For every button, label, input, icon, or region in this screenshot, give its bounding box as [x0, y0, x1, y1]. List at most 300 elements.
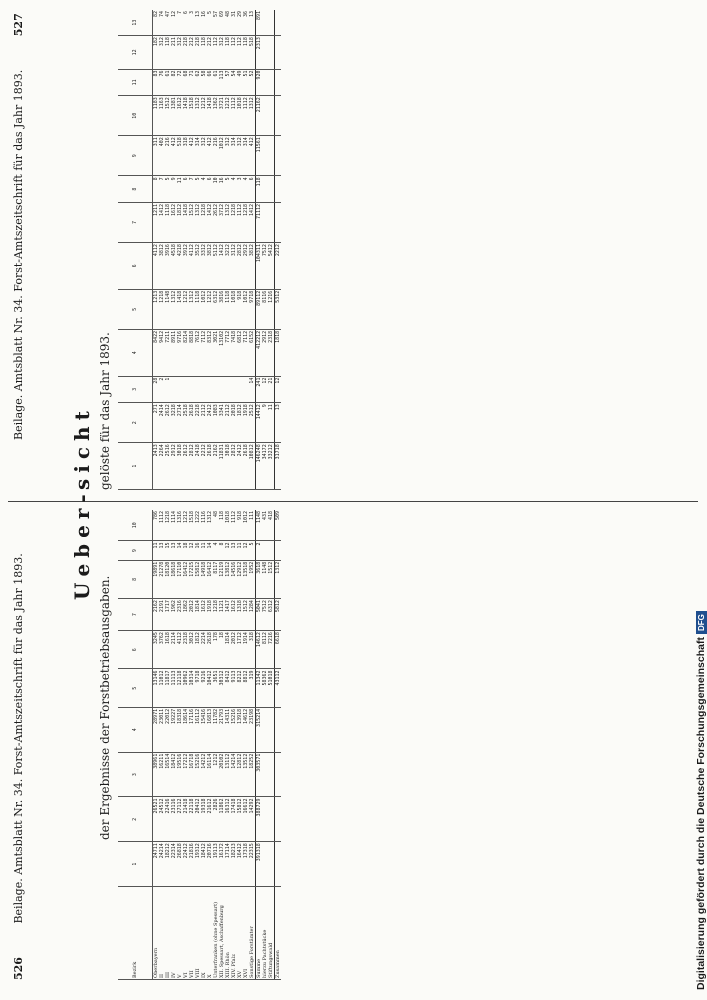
table-cell: 43112	[275, 669, 282, 707]
table-cell: 2114	[171, 631, 177, 669]
table-cell: 118	[219, 510, 225, 541]
table-cell: 2318	[183, 631, 189, 669]
table-cell: 1213	[153, 289, 160, 329]
right-data-table	[118, 10, 281, 490]
table-cell: 1518	[189, 510, 195, 541]
table-cell: 311	[153, 136, 160, 176]
table-cell: 48	[225, 10, 231, 36]
table-cell: 7211	[165, 329, 171, 376]
table-cell: 7418	[231, 329, 237, 376]
table-cell: 12	[262, 376, 268, 403]
table-cell: 2612	[183, 443, 189, 490]
table-cell: 10412	[207, 669, 213, 707]
table-cell: 1212	[225, 96, 231, 136]
table-cell: 1812	[195, 631, 201, 669]
table-cell: 1312	[207, 510, 213, 541]
table-cell: 13	[249, 10, 256, 36]
table-cell: 13146	[153, 669, 160, 707]
table-cell: 17215	[189, 560, 195, 598]
table-cell: 18120	[165, 560, 171, 598]
table-cell: 112	[213, 36, 219, 69]
table-cell: 2412	[207, 403, 213, 443]
table-cell: 1218	[165, 510, 171, 541]
table-cell: 3651	[213, 669, 219, 707]
table-cell: 18	[183, 541, 189, 560]
table-cell: 2826	[213, 797, 219, 842]
table-cell: 18412	[201, 842, 207, 887]
table-cell: 1862	[183, 599, 189, 631]
table-cell: 22412	[183, 842, 189, 887]
table-cell: 12	[275, 376, 282, 403]
table-cell: 1418	[183, 202, 189, 242]
table-cell: 509	[275, 510, 282, 541]
table-cell: 8312	[207, 329, 213, 376]
table-cell: 1518	[189, 96, 195, 136]
table-cell: 10	[213, 176, 219, 203]
table-cell: 16514	[165, 752, 171, 797]
table-cell: 16	[219, 176, 225, 203]
table-cell: 6	[207, 176, 213, 203]
table-cell: 34172	[262, 443, 268, 490]
table-cell: 54	[231, 69, 237, 96]
table-cell: 19113	[213, 842, 219, 887]
table-cell: 1083	[213, 403, 219, 443]
table-cell: 8818	[189, 329, 195, 376]
table-cell: 1148	[262, 560, 268, 598]
table-cell: 6152	[249, 329, 256, 376]
table-cell: 48	[213, 510, 219, 541]
table-cell: 1112	[243, 96, 249, 136]
table-cell: 8422	[153, 329, 160, 376]
table-cell: 1812	[177, 202, 183, 242]
table-cell: 5	[195, 176, 201, 203]
table-cell: 76	[159, 69, 165, 96]
table-cell: 28	[153, 376, 160, 403]
table-cell: 19516	[177, 752, 183, 797]
table-cell: 4112	[177, 631, 183, 669]
table-cell: 15216	[195, 752, 201, 797]
table-cell: 2612	[165, 403, 171, 443]
table-cell: 218	[195, 36, 201, 69]
table-cell: 2618	[207, 443, 213, 490]
table-cell: 11342	[256, 669, 263, 707]
table-cell: 7712	[225, 329, 231, 376]
table-cell: 10314	[189, 669, 195, 707]
col-head: 13	[118, 10, 153, 36]
table-cell: 12	[171, 10, 177, 36]
table-cell: 29	[237, 10, 243, 36]
table-cell: 2512	[249, 403, 256, 443]
table-cell: 14214	[231, 752, 237, 797]
table-cell: 1812	[237, 403, 243, 443]
table-cell: 18412	[171, 752, 177, 797]
table-cell: 20412	[195, 797, 201, 842]
table-cell: 1512	[189, 202, 195, 242]
table-cell: 1118	[195, 289, 201, 329]
table-cell: 66	[207, 69, 213, 96]
table-cell: 1218	[243, 202, 249, 242]
table-cell: 2618	[189, 403, 195, 443]
table-cell: 1318	[237, 599, 243, 631]
table-cell: 1612	[201, 599, 207, 631]
right-title: sicht	[70, 405, 94, 490]
table-cell: 1412	[207, 202, 213, 242]
table-cell: 5	[225, 176, 231, 203]
table-cell: 7	[189, 176, 195, 203]
table-cell: 74	[159, 10, 165, 36]
table-cell: 2618	[207, 631, 213, 669]
table-cell: 2618	[243, 443, 249, 490]
row-label: III	[165, 887, 171, 980]
table-cell: 2313	[256, 36, 263, 69]
row-label: IV	[171, 887, 177, 980]
table-cell: 52	[249, 69, 256, 96]
table-cell: 2316	[177, 599, 183, 631]
table-cell: 16412	[183, 560, 189, 598]
table-cell: 388729	[256, 797, 263, 842]
table-cell: 68	[183, 69, 189, 96]
table-cell: 1417	[225, 599, 231, 631]
table-cell: 18212	[165, 842, 171, 887]
table-cell: 1312	[249, 96, 256, 136]
table-cell: 2414	[159, 403, 165, 443]
table-cell: 2418	[195, 443, 201, 490]
table-cell: 62	[195, 69, 201, 96]
table-cell: 1512	[268, 560, 275, 598]
table-cell: 57	[225, 69, 231, 96]
table-cell: 6312	[213, 289, 219, 329]
table-cell: 3916	[165, 243, 171, 290]
table-cell: 51	[243, 69, 249, 96]
table-cell: 9718	[249, 289, 256, 329]
row-label: VIII	[195, 887, 201, 980]
table-cell: 5312	[275, 289, 282, 329]
table-cell: 7612	[195, 329, 201, 376]
table-cell: 1512	[165, 96, 171, 136]
table-cell: 7512	[262, 243, 268, 290]
table-cell: 212	[189, 36, 195, 69]
table-cell: 82	[171, 69, 177, 96]
left-page-header	[12, 553, 25, 980]
table-cell: 21612	[207, 797, 213, 842]
row-label: Sonstige Forstämter	[249, 887, 256, 980]
table-cell: 178	[213, 631, 219, 669]
table-cell: 118	[243, 36, 249, 69]
row-label: Summe	[256, 887, 263, 980]
table-cell: 212	[207, 36, 213, 69]
table-cell: 11561	[256, 136, 263, 176]
table-cell: 4	[213, 541, 219, 560]
table-cell: 1211	[153, 202, 160, 242]
table-cell: 2412	[237, 443, 243, 490]
table-cell: 20716	[207, 842, 213, 887]
table-cell: 12	[189, 541, 195, 560]
table-cell: 2012	[231, 631, 237, 669]
table-cell: 104311	[256, 243, 263, 290]
table-cell: 22118	[189, 797, 195, 842]
table-cell: 21816	[189, 842, 195, 887]
table-cell: 3816	[219, 289, 225, 329]
table-cell: 28971	[153, 707, 160, 752]
table-cell: 14918	[201, 560, 207, 598]
table-cell: 13812	[225, 560, 231, 598]
table-cell: 16813	[207, 707, 213, 752]
table-cell: 24711	[153, 842, 160, 887]
table-cell: 1216	[268, 289, 275, 329]
left-table-header-row	[118, 510, 153, 980]
table-cell: 17318	[243, 842, 249, 887]
table-cell: 312	[225, 136, 231, 176]
table-cell: 2318	[268, 329, 275, 376]
col-head: 3	[118, 376, 153, 403]
table-cell: 24214	[159, 842, 165, 887]
table-cell: 22314	[171, 842, 177, 887]
table-cell: 33212	[268, 443, 275, 490]
table-cell	[275, 752, 282, 797]
table-cell	[275, 136, 282, 176]
left-page-number: 526	[12, 957, 25, 980]
left-title: Ueber-	[70, 488, 94, 600]
table-cell: 1018	[231, 289, 237, 329]
table-cell: 1163	[159, 96, 165, 136]
table-cell: 3	[189, 10, 195, 36]
table-cell: 1312	[275, 560, 282, 598]
table-cell: 412212	[256, 329, 263, 376]
table-cell: 216	[213, 136, 219, 176]
table-cell: 2516	[165, 443, 171, 490]
table-cell: 1112	[159, 510, 165, 541]
table-cell: 13	[275, 403, 282, 443]
sidebar-credit-text: Digitalisierung gefördert durch die Deutsche Forschungsgemeinschaft	[695, 637, 707, 990]
table-cell: 17116	[189, 707, 195, 752]
row-label: VII	[189, 887, 195, 980]
table-cell: 1418	[207, 96, 213, 136]
table-cell: 391318	[256, 842, 263, 887]
table-cell: 3218	[171, 403, 177, 443]
table-cell: 9716	[177, 329, 183, 376]
right-subtitle: gelöste für das Jahr 1893.	[98, 332, 112, 490]
table-cell: 7112	[243, 329, 249, 376]
table-cell: 12	[225, 541, 231, 560]
table-cell: 2912	[262, 329, 268, 376]
table-cell: 16211	[159, 752, 165, 797]
table-cell: 1218	[159, 289, 165, 329]
table-cell: 15416	[201, 707, 207, 752]
table-cell: 1212	[183, 510, 189, 541]
table-cell: 1362	[213, 96, 219, 136]
table-cell: 2018	[231, 403, 237, 443]
table-cell: 47	[165, 10, 171, 36]
table-cell	[275, 96, 282, 136]
table-cell: 3812	[207, 243, 213, 290]
table-cell: 113	[219, 69, 225, 96]
table-cell: 1	[165, 376, 171, 403]
table-cell: 11831	[219, 443, 225, 490]
table-cell: 19891	[153, 560, 160, 598]
left-data-table	[118, 510, 281, 980]
table-cell: 2112	[225, 403, 231, 443]
table-cell	[275, 707, 282, 752]
table-cell: 27112	[177, 797, 183, 842]
table-cell: 2218	[195, 403, 201, 443]
left-subtitle: der Ergebnisse der Forstbetriebsausgaben.	[98, 575, 112, 840]
table-cell: 2162	[213, 443, 219, 490]
row-label: Oberbayern	[153, 887, 160, 980]
row-label: XIV. Pfalz	[231, 887, 237, 980]
table-cell: 1418	[183, 96, 189, 136]
table-cell: 312	[201, 136, 207, 176]
table-cell: 1612	[231, 599, 237, 631]
table-cell: 7112	[201, 329, 207, 376]
table-cell: 241	[256, 376, 263, 403]
table-cell: 118	[201, 36, 207, 69]
table-cell: 16	[195, 541, 201, 560]
table-cell: 26818	[177, 842, 183, 887]
table-cell: 20102	[219, 752, 225, 797]
table-cell: 1148	[256, 510, 263, 541]
col-head: 1	[118, 842, 153, 887]
table-cell: 13512	[243, 752, 249, 797]
table-cell: 3021	[213, 329, 219, 376]
table-cell: 111	[249, 510, 256, 541]
right-page-number: 527	[12, 13, 25, 37]
table-cell: 2214	[201, 631, 207, 669]
table-cell: 19227	[171, 707, 177, 752]
table-cell: 312	[177, 36, 183, 69]
table-cell: 16312	[225, 797, 231, 842]
table-cell: 16112	[195, 707, 201, 752]
table-cell: 431	[262, 510, 268, 541]
table-cell: 2812	[189, 443, 195, 490]
table-cell: 3712	[219, 202, 225, 242]
table-cell: 891	[256, 10, 263, 36]
table-cell: 8412	[225, 669, 231, 707]
table-cell: 15216	[231, 707, 237, 752]
table-cell	[275, 176, 282, 203]
table-cell: 2812	[231, 443, 237, 490]
table-cell: 18318	[177, 707, 183, 752]
table-cell: 112	[231, 36, 237, 69]
table-cell: 9718	[195, 669, 201, 707]
row-label: V	[177, 887, 183, 980]
table-cell: 1418	[177, 289, 183, 329]
table-cell	[275, 36, 282, 69]
table-cell: 146248	[256, 443, 263, 490]
table-cell: 1381	[171, 96, 177, 136]
table-cell: 36	[243, 10, 249, 36]
table-cell: 4112	[153, 243, 160, 290]
table-cell: 31	[231, 10, 237, 36]
table-cell: 23198	[249, 707, 256, 752]
table-cell: 1183	[153, 96, 160, 136]
table-cell: 11	[201, 541, 207, 560]
table-cell: 6	[249, 176, 256, 203]
table-cell: 314	[243, 136, 249, 176]
table-cell: 1712	[237, 631, 243, 669]
table-cell: 7512	[262, 599, 268, 631]
table-cell: 5112	[213, 243, 219, 290]
table-cell: 7216	[268, 631, 275, 669]
table-cell: 1222	[195, 510, 201, 541]
table-cell: 19318	[201, 797, 207, 842]
table-cell: 11	[153, 541, 160, 560]
table-cell: 13	[171, 541, 177, 560]
table-cell: 1717	[165, 599, 171, 631]
table-cell: 17212	[183, 752, 189, 797]
table-cell: 1212	[213, 752, 219, 797]
table-cell: 14292	[249, 797, 256, 842]
table-cell: 3018	[177, 443, 183, 490]
table-cell: 11	[268, 403, 275, 443]
table-cell: 15812	[237, 797, 243, 842]
col-head: 2	[118, 797, 153, 842]
row-label: Unterfranken (ohne Spessart)	[213, 887, 219, 980]
col-head: 12	[118, 36, 153, 69]
table-cell: 71112	[256, 202, 263, 242]
table-cell: 14412	[256, 403, 263, 443]
table-cell: 1952	[249, 560, 256, 598]
table-cell: 3762	[159, 631, 165, 669]
table-cell: 216	[165, 136, 171, 176]
table-cell: 1012	[219, 136, 225, 176]
table-cell: 57	[213, 10, 219, 36]
table-cell: 22012	[165, 707, 171, 752]
row-label: XII. Spessart, Aschaffenburg	[219, 887, 225, 980]
table-cell: 5	[249, 541, 256, 560]
table-cell: 920	[256, 69, 263, 96]
col-head: 6	[118, 243, 153, 290]
table-cell: 7	[159, 176, 165, 203]
table-cell: 218	[183, 36, 189, 69]
table-cell: 9216	[201, 669, 207, 707]
table-cell: 314	[195, 136, 201, 176]
table-cell: 1121	[219, 599, 225, 631]
table-cell: 8812	[243, 669, 249, 707]
table-cell: 1284	[249, 599, 256, 631]
table-cell: 1818	[275, 329, 282, 376]
table-cell: 1218	[213, 599, 219, 631]
table-cell: 19312	[195, 842, 201, 887]
table-cell: 1618	[165, 631, 171, 669]
table-cell	[275, 69, 282, 96]
table-cell: 2413	[153, 443, 160, 490]
table-cell: 118	[165, 36, 171, 69]
col-head: 7	[118, 202, 153, 242]
table-cell: 786	[153, 510, 160, 541]
table-cell: 1212	[207, 289, 213, 329]
table-cell: 11782	[213, 707, 219, 752]
table-cell: 83	[153, 69, 160, 96]
table-cell: 4112	[189, 243, 195, 290]
table-cell: 26521	[153, 797, 160, 842]
table-cell: 1012	[201, 289, 207, 329]
table-cell: 6	[183, 10, 189, 36]
table-cell	[275, 842, 282, 887]
col-head: 5	[118, 669, 153, 707]
table-cell: 6312	[268, 599, 275, 631]
table-cell: 1018	[237, 96, 243, 136]
table-cell: 1148	[165, 289, 171, 329]
table-cell: 312	[237, 136, 243, 176]
table-cell: 412	[207, 136, 213, 176]
table-cell: 13	[159, 541, 165, 560]
table-cell	[275, 10, 282, 36]
table-cell: 17418	[231, 797, 237, 842]
table-cell: 15	[165, 541, 171, 560]
table-cell: 31718	[275, 443, 282, 490]
table-cell: 3	[237, 176, 243, 203]
table-cell: 16114	[207, 752, 213, 797]
